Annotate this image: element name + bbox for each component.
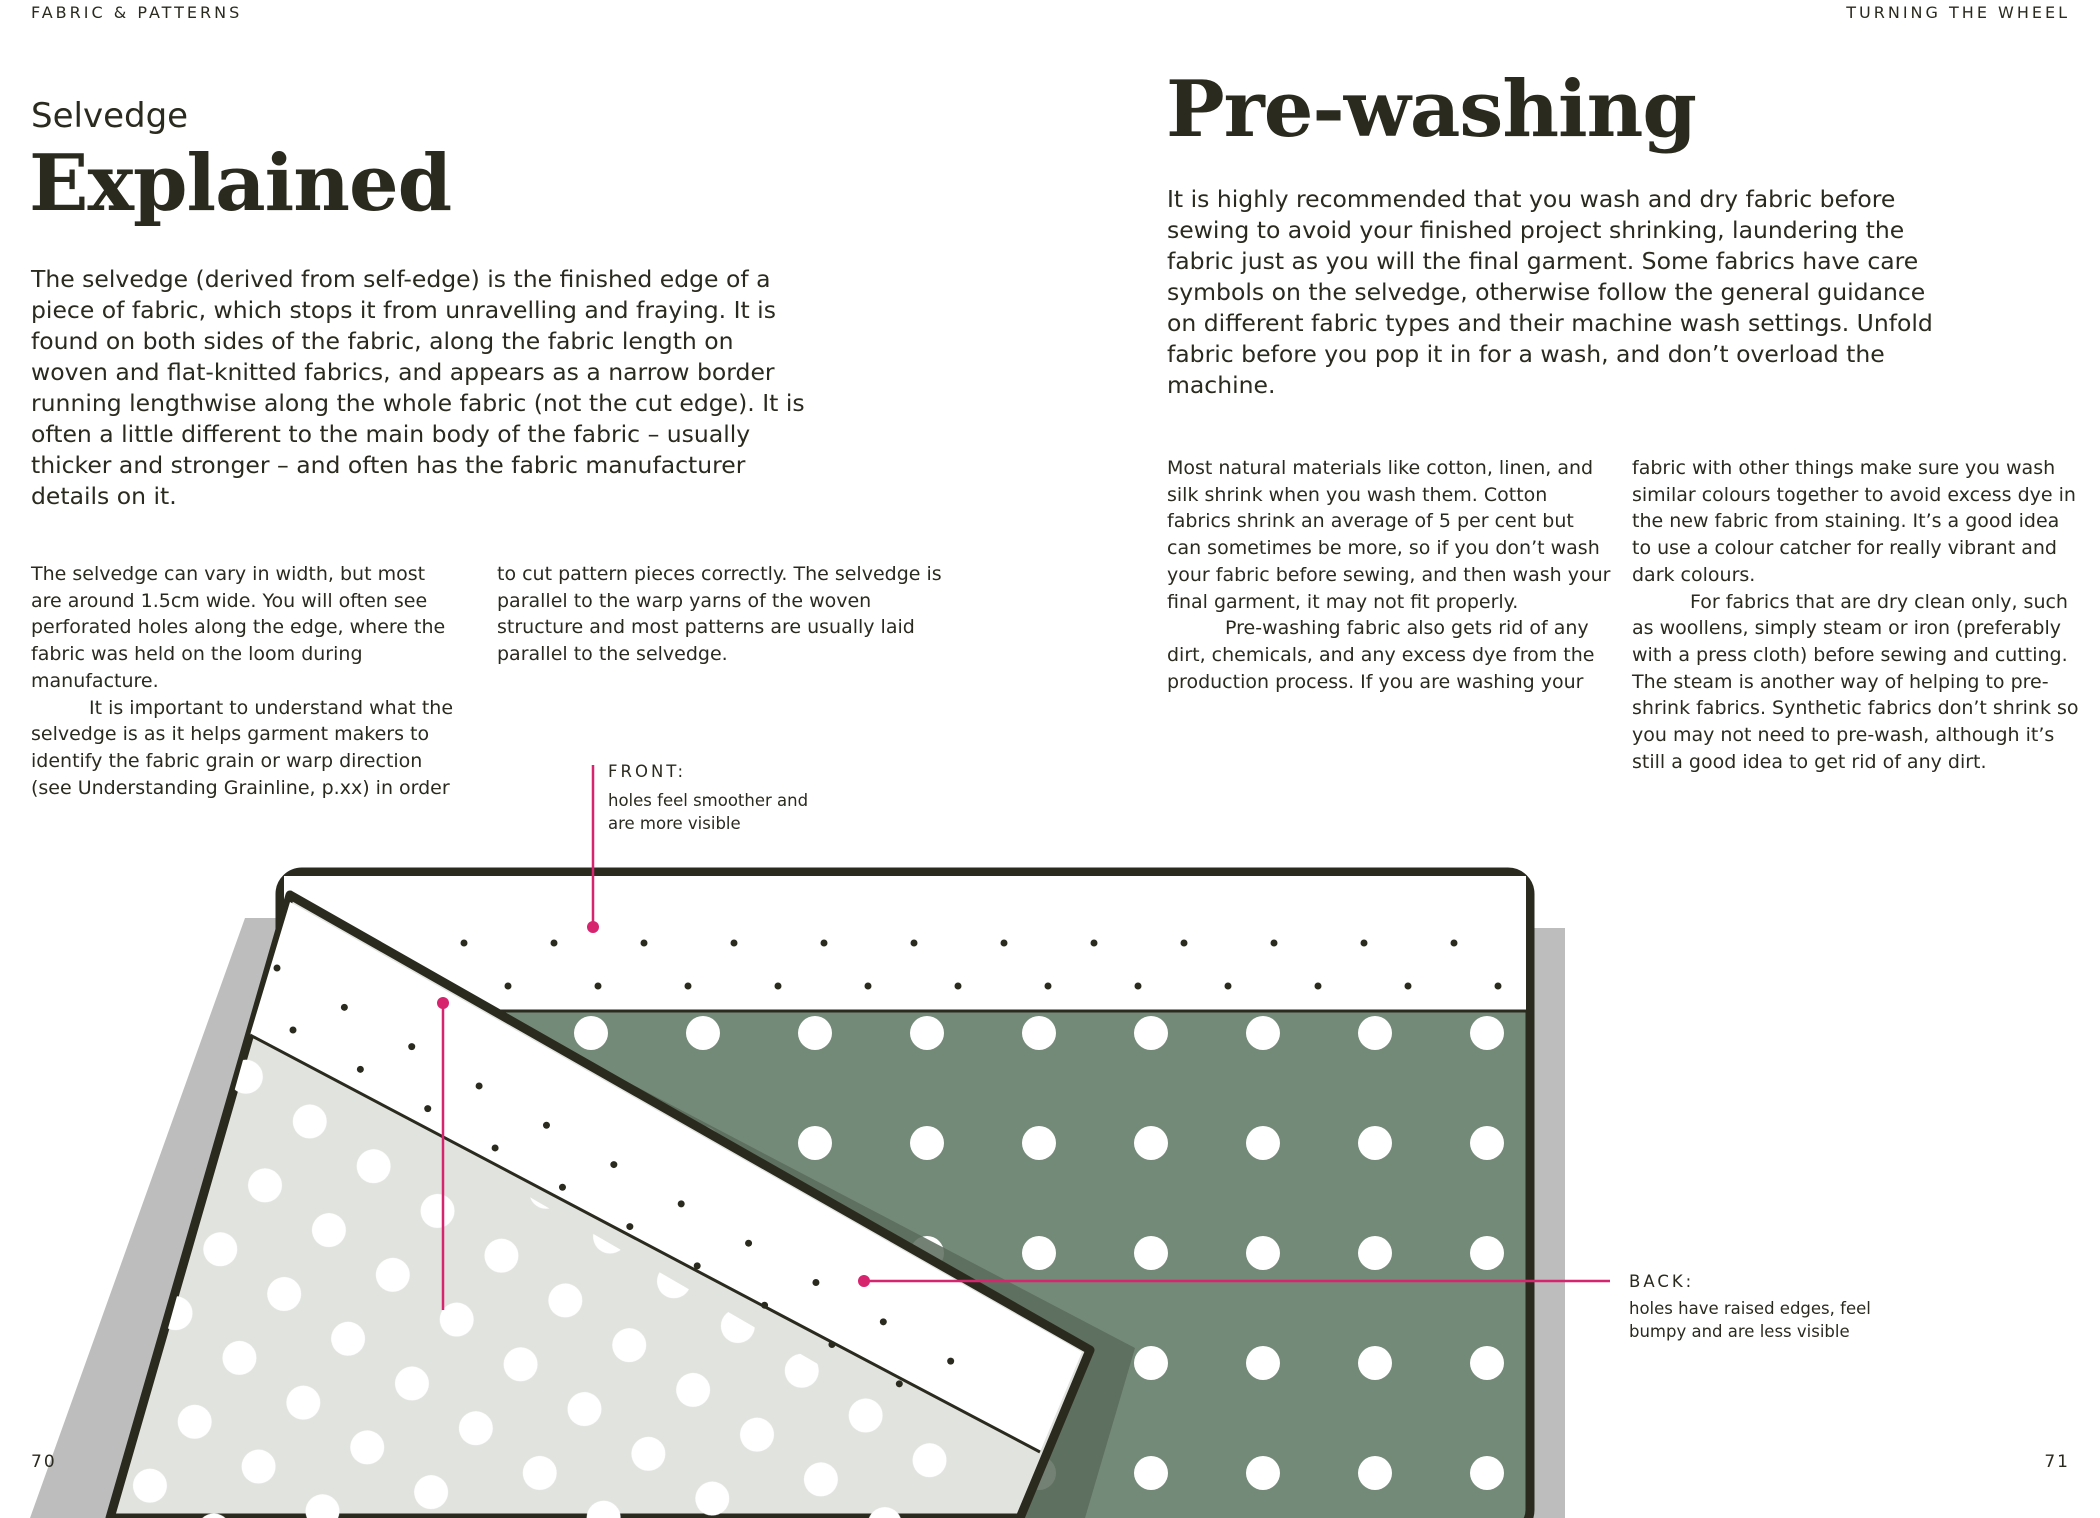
perforation-hole xyxy=(1181,940,1188,947)
page-number-left: 70 xyxy=(31,1452,57,1472)
perforation-hole xyxy=(1405,983,1412,990)
right-col1-paragraph-2: Pre-washing fabric also gets rid of any dirt, chemicals, and any excess dye from the production process. If you are washing your xyxy=(1167,617,1595,693)
page-number-right: 71 xyxy=(2044,1452,2070,1472)
perforation-hole xyxy=(761,1302,768,1309)
running-head-left: FABRIC & PATTERNS xyxy=(31,3,243,22)
perforation-hole xyxy=(1045,983,1052,990)
perforation-hole xyxy=(731,940,738,947)
perforation-hole xyxy=(880,1318,887,1325)
perforation-hole xyxy=(1451,940,1458,947)
perforation-hole xyxy=(476,1082,483,1089)
perforation-hole xyxy=(274,965,281,972)
perforation-hole xyxy=(408,1043,415,1050)
perforation-hole xyxy=(911,940,918,947)
back-label-text: holes have raised edges, feel bumpy and are less visible xyxy=(1629,1299,1871,1341)
back-pointer-dot xyxy=(858,1275,870,1287)
perforation-hole xyxy=(1225,983,1232,990)
right-col1-paragraph-1: Most natural materials like cotton, linen, and silk shrink when you wash them. Cotton fabrics shrink an average of 5 per cent but can sometimes be more, so if you don’t wash your fabric before sewing, and then wash your final garment, it may not fit properly. xyxy=(1167,457,1611,613)
grain-pointer-dot xyxy=(437,997,449,1009)
perforation-hole xyxy=(812,1279,819,1286)
perforation-hole xyxy=(626,1223,633,1230)
perforation-hole xyxy=(551,940,558,947)
perforation-hole xyxy=(896,1380,903,1387)
left-column-2 xyxy=(497,561,947,668)
front-label-text: holes feel smoother and are more visible xyxy=(608,791,809,833)
right-col2-paragraph-1: fabric with other things make sure you wash similar colours together to avoid excess dye in the new fabric from staining. It’s a good idea to use a colour catcher for really vibrant and dark colours. xyxy=(1632,457,2076,586)
perforation-hole xyxy=(955,983,962,990)
perforation-hole xyxy=(290,1027,297,1034)
prewashing-intro: It is highly recommended that you wash and dry fabric before sewing to avoid your finished project shrinking, laundering the fabric just as you will the final garment. Some fabrics have care symbols on the selvedge, otherwise follow the general guidance on different fabric types and their machine wash settings. Unfold fabric before you pop it in for a wash, and don’t overload the machine. xyxy=(1167,185,1933,399)
perforation-hole xyxy=(745,1240,752,1247)
left-column-1 xyxy=(31,561,461,801)
perforation-hole xyxy=(424,1105,431,1112)
perforation-hole xyxy=(559,1184,566,1191)
front-pointer-dot xyxy=(587,921,599,933)
perforation-hole xyxy=(1495,983,1502,990)
perforation-hole xyxy=(865,983,872,990)
left-col1-paragraph-2: It is important to understand what the selvedge is as it helps garment makers to identify the fabric grain or warp direction (see Understanding Grainline, p.xx) in order xyxy=(31,696,454,799)
perforation-hole xyxy=(595,983,602,990)
selvedge-intro: The selvedge (derived from self-edge) is the finished edge of a piece of fabric, which stops it from unravelling and fraying. It is found on both sides of the fabric, along the fabric length on woven and flat-knitted fabrics, and appears as a narrow border running lengthwise along the whole fabric (not the cut edge). It is often a little different to the main body of the fabric – usually thicker and stronger – and often has the fabric manufacturer details on it. xyxy=(31,265,805,510)
perforation-hole xyxy=(341,1004,348,1011)
perforation-hole xyxy=(492,1144,499,1151)
left-col1-paragraph-1: The selvedge can vary in width, but most are around 1.5cm wide. You will often see perforated holes along the edge, where the fabric was held on the loom during manufacture. xyxy=(31,563,446,692)
perforation-hole xyxy=(505,983,512,990)
perforation-hole xyxy=(1091,940,1098,947)
perforation-hole xyxy=(357,1066,364,1073)
perforation-hole xyxy=(685,983,692,990)
perforation-hole xyxy=(1361,940,1368,947)
right-column-2 xyxy=(1632,455,2082,775)
perforation-hole xyxy=(828,1341,835,1348)
perforation-hole xyxy=(371,940,378,947)
perforation-hole xyxy=(1271,940,1278,947)
perforation-hole xyxy=(461,940,468,947)
explained-title: Explained xyxy=(29,138,452,229)
perforation-hole xyxy=(610,1161,617,1168)
perforation-hole xyxy=(694,1262,701,1269)
running-head-right: TURNING THE WHEEL xyxy=(1846,3,2070,22)
prewashing-title: Pre-washing xyxy=(1166,64,1696,155)
back-label: BACK: xyxy=(1629,1272,1695,1291)
perforation-hole xyxy=(775,983,782,990)
perforation-hole xyxy=(1001,940,1008,947)
right-column-1 xyxy=(1167,455,1612,695)
perforation-hole xyxy=(947,1358,954,1365)
right-col2-paragraph-2: For fabrics that are dry clean only, such as woollens, simply steam or iron (preferably with a press cloth) before sewing and cutting. The steam is another way of helping to pre-shrink fabrics. Synthetic fabrics don’t shrink so you may not need to pre-wash, although it’s still a good idea to get rid of any dirt. xyxy=(1632,590,2079,773)
perforation-hole xyxy=(543,1122,550,1129)
selvedge-top-strip xyxy=(284,876,1526,1011)
selvedge-kicker: Selvedge xyxy=(31,96,189,136)
perforation-hole xyxy=(641,940,648,947)
perforation-hole xyxy=(1135,983,1142,990)
perforation-hole xyxy=(678,1200,685,1207)
perforation-hole xyxy=(821,940,828,947)
front-label: FRONT: xyxy=(608,762,687,781)
left-col2-paragraph-1: to cut pattern pieces correctly. The selvedge is parallel to the warp yarns of the woven structure and most patterns are usually laid parallel to the selvedge. xyxy=(497,563,942,666)
perforation-hole xyxy=(1315,983,1322,990)
